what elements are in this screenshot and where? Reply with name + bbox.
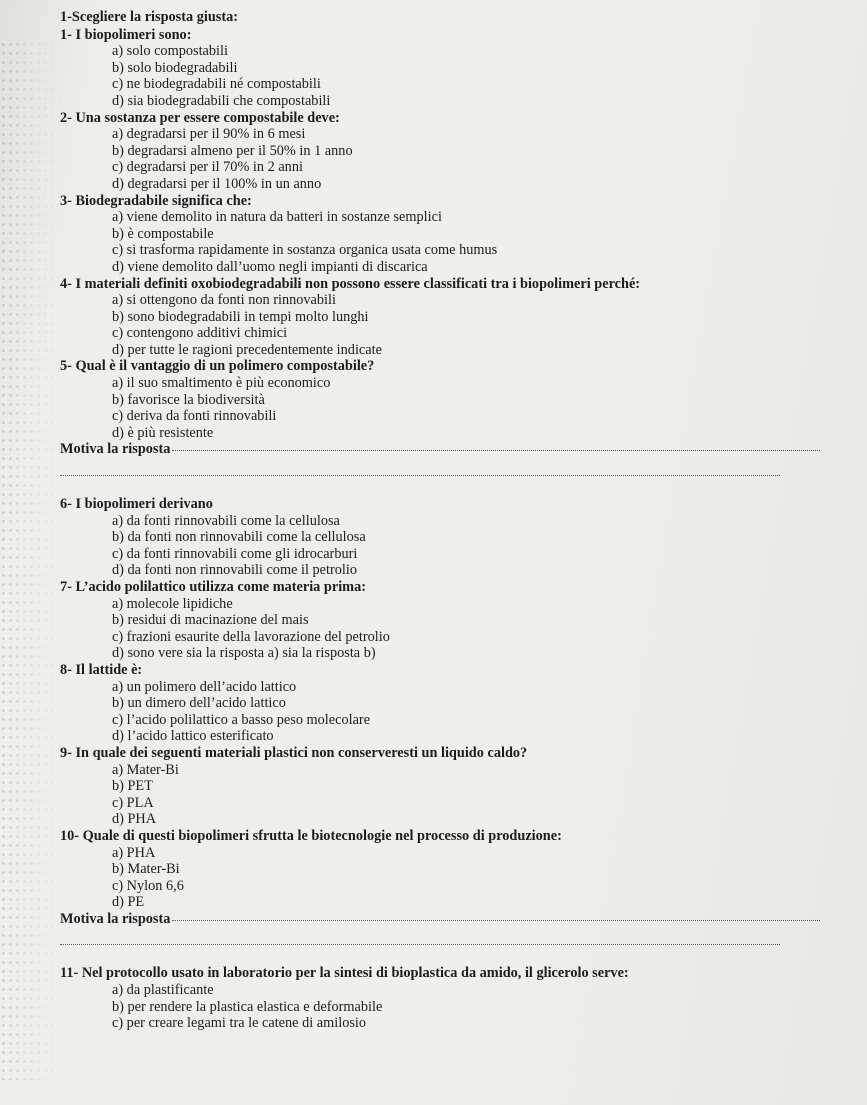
- motiva-label: Motiva la risposta: [60, 441, 171, 458]
- option-c[interactable]: c) deriva da fonti rinnovabili: [112, 408, 277, 425]
- option-a[interactable]: a) Mater-Bi: [112, 761, 179, 778]
- option-c[interactable]: c) l’acido polilattico a basso peso molecolare: [112, 711, 371, 728]
- option-b[interactable]: b) è compostabile: [112, 225, 214, 242]
- option-d[interactable]: d) PHA: [112, 811, 157, 828]
- question-text: 2- Una sostanza per essere compostabile deve:: [60, 109, 340, 126]
- question-5: [60, 358, 820, 476]
- option-c[interactable]: c) da fonti rinnovabili come gli idrocarburi: [112, 545, 358, 562]
- option-d[interactable]: d) PE: [112, 894, 145, 911]
- options-list: [60, 375, 820, 441]
- option-a[interactable]: a) PHA: [112, 844, 156, 861]
- answer-dotted-line-2[interactable]: [60, 474, 780, 476]
- question-text: 8- Il lattide è:: [60, 661, 143, 678]
- question-text: 6- I biopolimeri derivano: [60, 496, 213, 513]
- option-d[interactable]: d) sia biodegradabili che compostabili: [112, 92, 331, 109]
- option-b[interactable]: b) sono biodegradabili in tempi molto lunghi: [112, 308, 369, 325]
- question-7: [60, 579, 820, 662]
- option-a[interactable]: a) degradarsi per il 90% in 6 mesi: [112, 126, 306, 143]
- question-text: 5- Qual è il vantaggio di un polimero compostabile?: [60, 358, 375, 375]
- main-title: 1-Scegliere la risposta giusta:: [60, 9, 239, 25]
- question-2: [60, 110, 820, 193]
- option-b[interactable]: b) favorisce la biodiversità: [112, 391, 265, 408]
- option-c[interactable]: c) per creare legami tra le catene di amilosio: [112, 1015, 367, 1032]
- options-list: [60, 845, 820, 911]
- answer-dotted-line-2[interactable]: [60, 943, 780, 945]
- option-d[interactable]: d) da fonti non rinnovabili come il petrolio: [112, 562, 357, 579]
- options-list: [60, 513, 820, 579]
- option-b[interactable]: b) PET: [112, 778, 153, 795]
- option-a[interactable]: a) da plastificante: [112, 982, 214, 999]
- option-a[interactable]: a) da fonti rinnovabili come la cellulosa: [112, 512, 340, 529]
- options-list: [60, 679, 820, 745]
- option-b[interactable]: b) un dimero dell’acido lattico: [112, 695, 286, 712]
- option-b[interactable]: b) solo biodegradabili: [112, 59, 238, 76]
- option-c[interactable]: c) Nylon 6,6: [112, 877, 184, 894]
- question-10: [60, 828, 820, 946]
- option-b[interactable]: b) per rendere la plastica elastica e deformabile: [112, 998, 383, 1015]
- option-d[interactable]: d) degradarsi per il 100% in un anno: [112, 175, 322, 192]
- option-c[interactable]: c) degradarsi per il 70% in 2 anni: [112, 159, 303, 176]
- motiva-label: Motiva la risposta: [60, 910, 171, 927]
- option-a[interactable]: a) molecole lipidiche: [112, 595, 233, 612]
- option-b[interactable]: b) degradarsi almeno per il 50% in 1 anno: [112, 142, 353, 159]
- question-1: [60, 27, 820, 110]
- question-4: [60, 276, 820, 359]
- option-c[interactable]: c) ne biodegradabili né compostabili: [112, 76, 321, 93]
- option-a[interactable]: a) viene demolito in natura da batteri in sostanze semplici: [112, 209, 442, 226]
- question-text: 1- I biopolimeri sono:: [60, 26, 192, 43]
- question-text: 3- Biodegradabile significa che:: [60, 192, 252, 209]
- motiva-risposta-line[interactable]: [60, 911, 820, 928]
- question-3: [60, 193, 820, 276]
- question-9: [60, 745, 820, 828]
- options-list: [60, 209, 820, 275]
- option-a[interactable]: a) solo compostabili: [112, 43, 228, 60]
- question-8: [60, 662, 820, 745]
- option-d[interactable]: d) è più resistente: [112, 424, 214, 441]
- option-b[interactable]: b) residui di macinazione del mais: [112, 612, 309, 629]
- options-list: [60, 762, 820, 828]
- motiva-risposta-line[interactable]: [60, 441, 820, 458]
- option-c[interactable]: c) si trasforma rapidamente in sostanza organica usata come humus: [112, 242, 498, 259]
- question-text: 4- I materiali definiti oxobiodegradabili non possono essere classificati tra i biopolimeri perché:: [60, 275, 641, 292]
- question-text: 7- L’acido polilattico utilizza come materia prima:: [60, 579, 366, 595]
- question-text: 11- Nel protocollo usato in laboratorio per la sintesi di bioplastica da amido, il glicerolo serve:: [60, 965, 629, 982]
- question-text: 10- Quale di questi biopolimeri sfrutta le biotecnologie nel processo di produzione:: [60, 827, 562, 844]
- option-a[interactable]: a) il suo smaltimento è più economico: [112, 375, 331, 392]
- option-d[interactable]: d) sono vere sia la risposta a) sia la risposta b): [112, 645, 376, 662]
- quiz-document: [60, 9, 820, 1032]
- options-list: [60, 596, 820, 662]
- question-text: 9- In quale dei seguenti materiali plastici non conserveresti un liquido caldo?: [60, 744, 528, 761]
- option-b[interactable]: b) Mater-Bi: [112, 861, 180, 878]
- option-d[interactable]: d) per tutte le ragioni precedentemente indicate: [112, 341, 382, 358]
- option-a[interactable]: a) un polimero dell’acido lattico: [112, 678, 297, 695]
- option-c[interactable]: c) frazioni esaurite della lavorazione del petrolio: [112, 628, 390, 645]
- option-c[interactable]: c) PLA: [112, 794, 154, 811]
- options-list: [60, 982, 820, 1032]
- option-d[interactable]: d) l’acido lattico esterificato: [112, 728, 274, 745]
- answer-dotted-line[interactable]: [172, 919, 820, 921]
- options-list: [60, 292, 820, 358]
- question-11: [60, 965, 820, 1031]
- option-a[interactable]: a) si ottengono da fonti non rinnovabili: [112, 292, 336, 309]
- answer-dotted-line[interactable]: [172, 449, 820, 451]
- options-list: [60, 126, 820, 192]
- question-6: [60, 496, 820, 579]
- options-list: [60, 43, 820, 109]
- option-d[interactable]: d) viene demolito dall’uomo negli impianti di discarica: [112, 258, 428, 275]
- option-c[interactable]: c) contengono additivi chimici: [112, 325, 288, 342]
- option-b[interactable]: b) da fonti non rinnovabili come la cellulosa: [112, 529, 366, 546]
